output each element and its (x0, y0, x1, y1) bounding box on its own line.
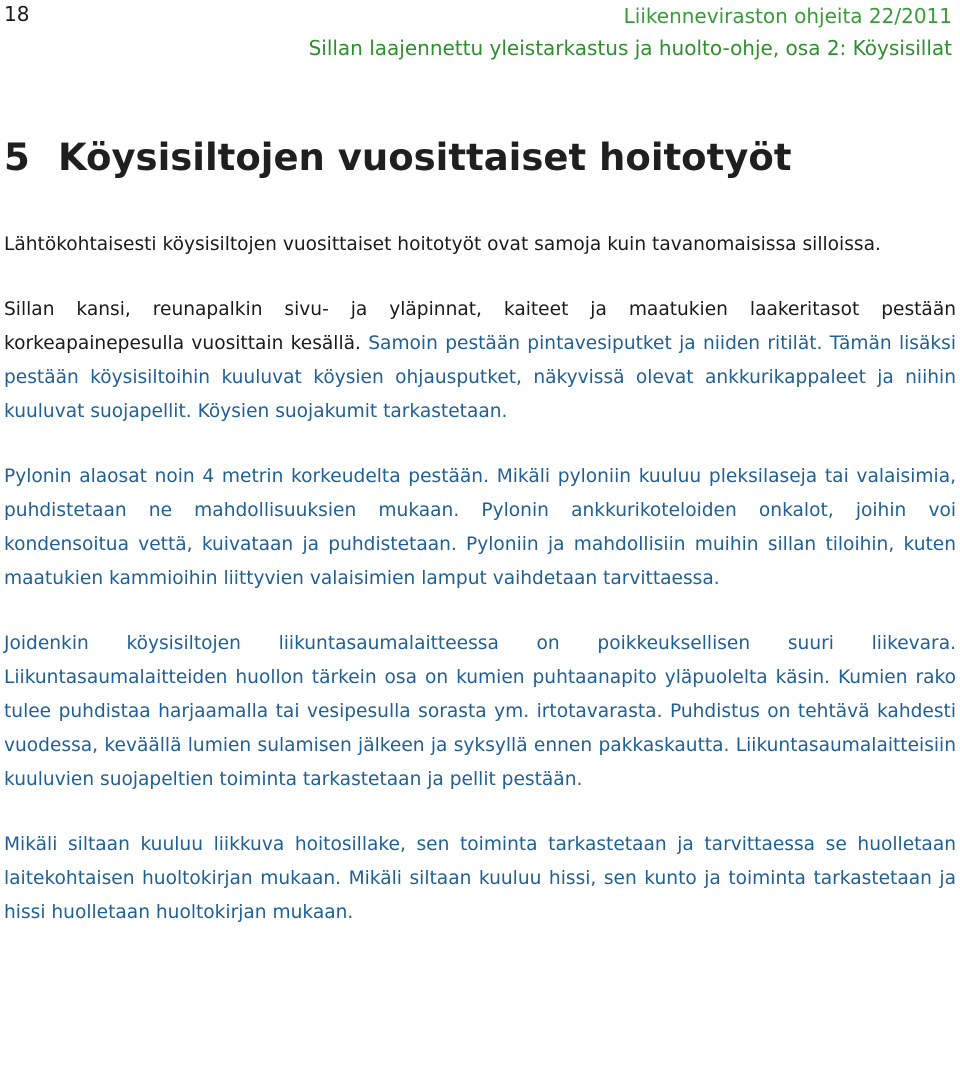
paragraph (4, 293, 956, 429)
paragraph: Lähtökohtaisesti köysisiltojen vuosittaiset hoitotyöt ovat samoja kuin tavanomaisissa silloissa. (4, 234, 881, 255)
section-heading (4, 128, 792, 188)
paragraph-text: Sillan kansi, reunapalkin sivu- ja yläpinnat, kaiteet ja maatukien laakeritasot pestään korkeapainepesulla vuosittain kesällä. (4, 299, 956, 354)
highlighted-text: Tämän lisäksi pestään köysisiltoihin kuuluvat köysien ohjausputket, näkyvissä olevat ankkurikappaleet ja niihin kuuluvat suojapellit. Köysien suojakumit tarkastetaan. (4, 333, 956, 422)
series-label: Liikenneviraston ohjeita 22/2011 (623, 4, 952, 28)
paragraph: Pylonin alaosat noin 4 metrin korkeudelta pestään. Mikäli pyloniin kuuluu pleksilaseja tai valaisimia, puhdistetaan ne mahdollisuuksien mukaan. Pylonin ankkurikoteloiden onkalot, joihin voi kondensoitua vettä, kuivataan ja puhdistetaan. Pyloniin ja mahdollisiin muihin sillan tiloihin, kuten maatukien kammioihin liittyvien valaisimien lamput vaihdetaan tarvittaessa. (4, 466, 956, 589)
section-number: 5 (4, 136, 30, 179)
paragraph: Joidenkin köysisiltojen liikuntasaumalaitteessa on poikkeuksellisen suuri liikevara. Liikuntasaumalaitteiden huollon tärkein osa on kumien puhtaanapito yläpuolelta käsin. Kumien rako tulee puhdistaa harjaamalla tai vesipesulla sorasta ym. irtotavarasta. Puhdistus on tehtävä kahdesti vuodessa, keväällä lumien sulamisen jälkeen ja syksyllä ennen pakkaskautta. Liikuntasaumalaitteisiin kuuluvien suojapeltien toiminta tarkastetaan ja pellit pestään. (4, 633, 956, 790)
body-text (4, 228, 956, 961)
document-title: Sillan laajennettu yleistarkastus ja huolto-ohje, osa 2: Köysisillat (308, 36, 952, 60)
section-title: Köysisiltojen vuosittaiset hoitotyöt (58, 136, 792, 179)
page-number: 18 (4, 2, 30, 26)
running-header (309, 0, 952, 64)
highlighted-text: Samoin pestään pintavesiputket ja niiden ritilät. (368, 333, 830, 354)
paragraph: Mikäli siltaan kuuluu liikkuva hoitosillake, sen toiminta tarkastetaan ja tarvittaessa se huolletaan laitekohtaisen huoltokirjan mukaan. Mikäli siltaan kuuluu hissi, sen kunto ja toiminta tarkastetaan ja hissi huolletaan huoltokirjan mukaan. (4, 834, 956, 923)
